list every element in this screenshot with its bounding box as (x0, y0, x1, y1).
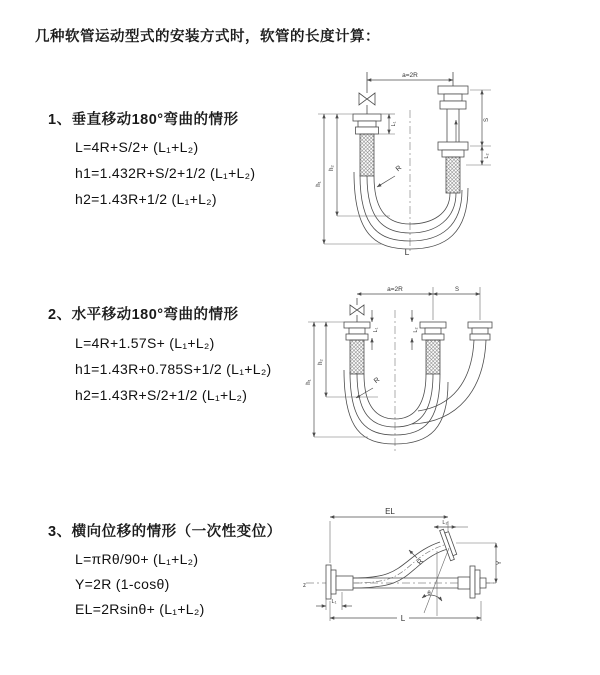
dim-label-s: S (454, 287, 460, 293)
dim-label-r: R (372, 376, 382, 386)
dimensions (316, 72, 491, 257)
dim-label-l: L (404, 247, 410, 257)
dim-label-l: L (400, 614, 406, 623)
dim-label-a2r: a=2R (387, 286, 403, 293)
section-2-formula-h1: h1=1.43R+0.785S+1/2 (L₁+L₂) (75, 361, 272, 377)
left-flange-assembly (326, 565, 353, 599)
diagram-vertical-180-bend (310, 66, 598, 260)
axis-label: z (303, 583, 306, 589)
braided-hose (350, 340, 364, 374)
upper-flange-assembly (440, 528, 458, 561)
dim-label-el: EL (385, 507, 395, 516)
dim-label-l1: L₁ (331, 599, 337, 605)
angle-construction (422, 548, 449, 616)
section-3-heading: 3、横向位移的情形（一次性变位） (48, 524, 282, 540)
valve-icon (359, 93, 375, 105)
dim-label-h1: h₁ (306, 379, 312, 385)
dim-label-l2: L₂ (484, 153, 490, 159)
u-bend-hose (344, 370, 448, 444)
section-1-formula-h1: h1=1.432R+S/2+1/2 (L₁+L₂) (75, 165, 256, 181)
section-3-formula-el: EL=2Rsinθ+ (L₁+L₂) (75, 601, 205, 617)
section-2-heading: 2、水平移动180°弯曲的情形 (48, 307, 239, 323)
dim-label-r: R (416, 558, 426, 567)
section-1-formula-h2: h2=1.43R+1/2 (L₁+L₂) (75, 191, 217, 207)
dim-label-l2: L₂ (413, 327, 419, 333)
dim-label-l2: L₂ (442, 520, 448, 526)
braided-hose (360, 134, 374, 176)
left-pipe-assembly (353, 72, 381, 176)
section-3-formula-y: Y=2R (1-cosθ) (75, 576, 170, 592)
section-1-formula-l: L=4R+S/2+ (L₁+L₂) (75, 139, 199, 155)
section-2-formula-l: L=4R+1.57S+ (L₁+L₂) (75, 335, 215, 351)
section-2-formula-h2: h2=1.43R+S/2+1/2 (L₁+L₂) (75, 387, 248, 403)
valve-icon (350, 305, 364, 315)
dim-label-s: S (484, 117, 490, 123)
right-pipe-assembly (438, 72, 468, 193)
dimensions (316, 507, 503, 623)
section-3-formula-l: L=πRθ/90+ (L₁+L₂) (75, 551, 199, 567)
dim-label-h1: h₁ (316, 181, 322, 187)
dim-label-y: Y (496, 560, 503, 566)
dim-label-h2: h₂ (329, 165, 335, 171)
braided-hose (446, 157, 460, 193)
dim-label-r: R (394, 164, 404, 174)
dim-label-theta: θ (427, 591, 431, 597)
dim-label-a2r: a=2R (402, 72, 418, 79)
dim-label-h2: h₂ (318, 359, 324, 365)
dim-label-l1: L₁ (391, 121, 397, 127)
dim-label-l1: L₁ (373, 327, 379, 333)
right-flange-assembly (458, 566, 486, 598)
braided-hose (426, 340, 440, 374)
center-pipe-assembly (420, 322, 446, 374)
displaced-hose (353, 528, 458, 588)
page-title: 几种软管运动型式的安装方式时，软管的长度计算： (35, 29, 380, 45)
section-1-heading: 1、垂直移动180°弯曲的情形 (48, 112, 239, 128)
diagram-horizontal-180-bend (300, 282, 600, 462)
dimensions-top (357, 286, 480, 320)
left-pipe-assembly (344, 298, 370, 374)
diagram-lateral-displacement (298, 503, 600, 639)
